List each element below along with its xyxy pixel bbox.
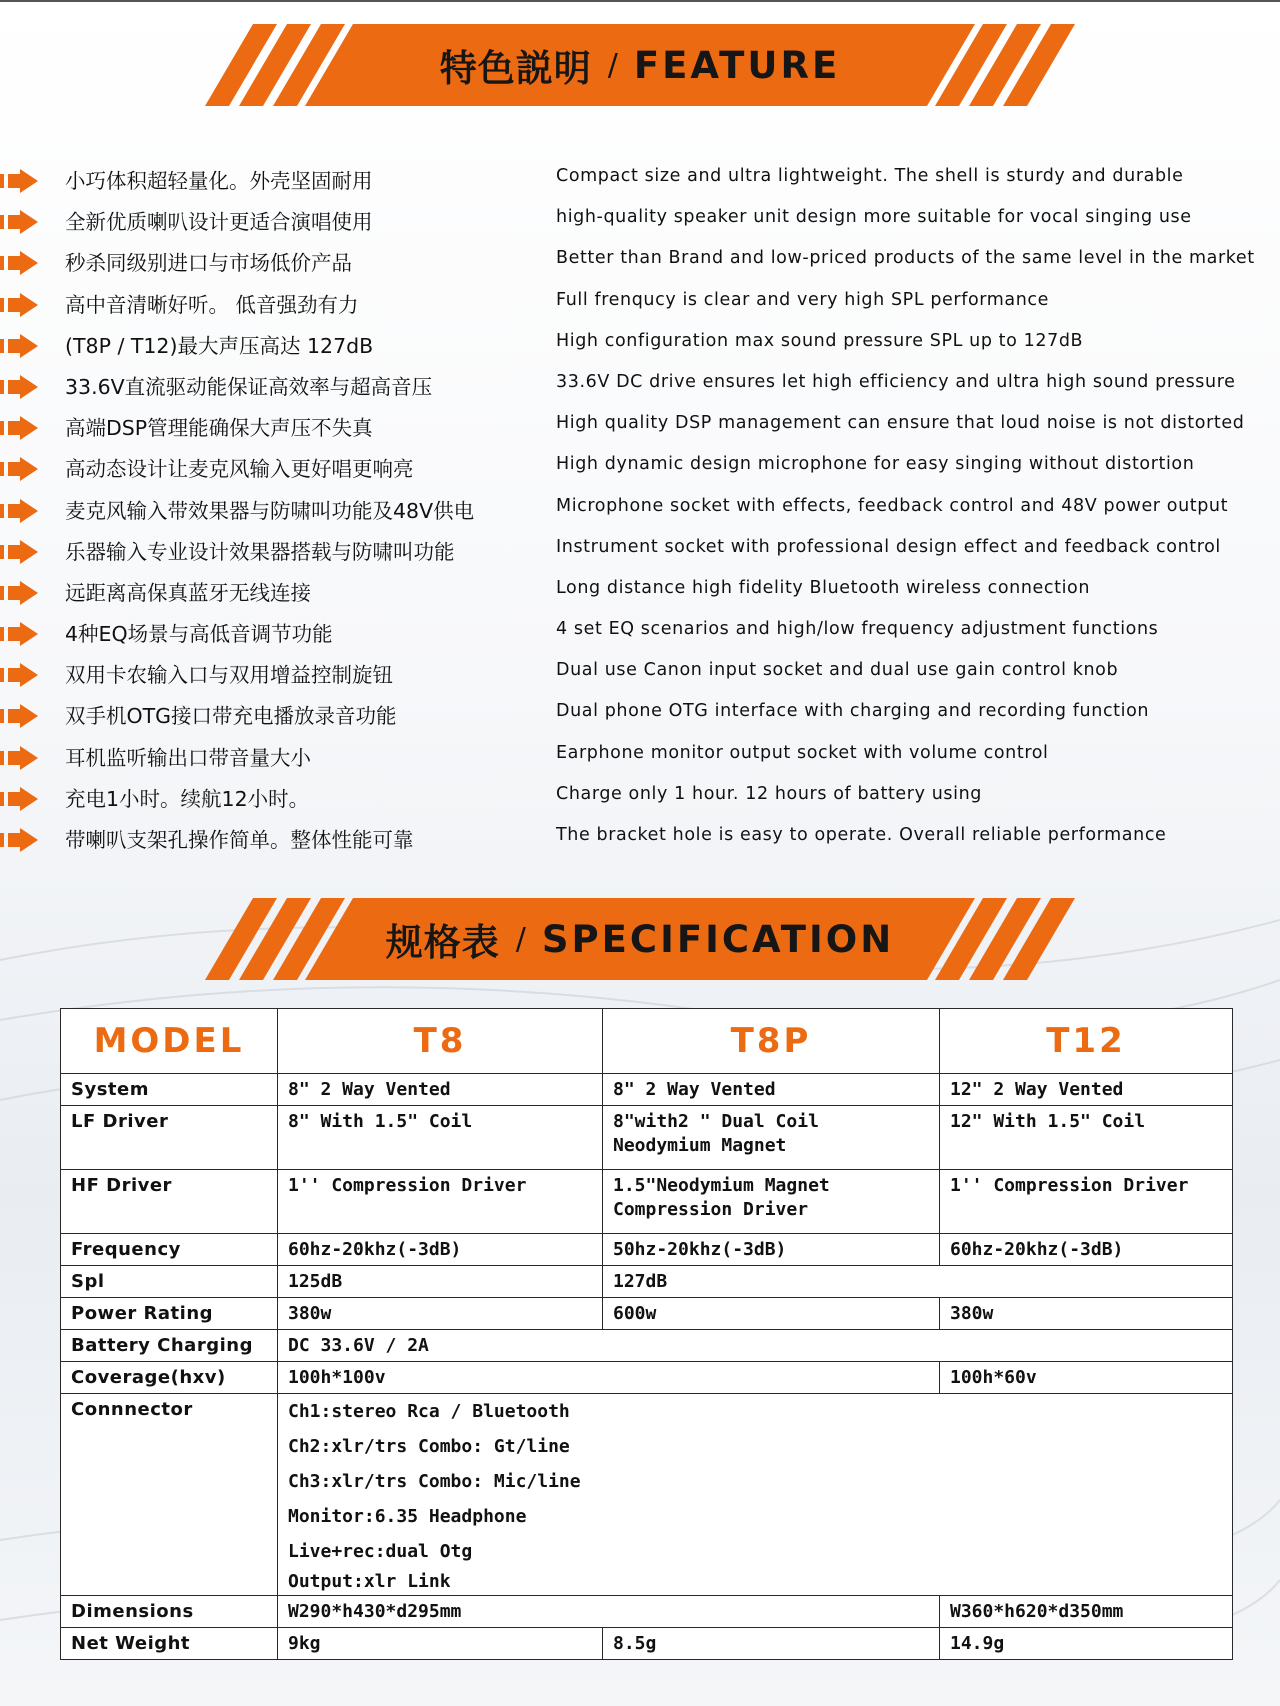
spec-header-row [61, 1009, 1233, 1074]
row-label: System [61, 1074, 278, 1106]
cell-t8: 8" 2 Way Vented [278, 1074, 603, 1106]
top-divider-line [0, 0, 1280, 2]
row-label: LF Driver [61, 1106, 278, 1170]
feature-text-en: Microphone socket with effects, feedback control and 48V power output [556, 495, 1229, 516]
feature-item [0, 325, 1280, 366]
arrow-right-icon [0, 787, 40, 811]
cell-line: Compression Driver [613, 1199, 809, 1220]
cell-t12: 1'' Compression Driver [940, 1170, 1233, 1234]
feature-text-en: Charge only 1 hour. 12 hours of battery using [556, 783, 982, 804]
feature-text-en: Instrument socket with professional design effect and feedback control [556, 536, 1221, 557]
feature-text-en: Compact size and ultra lightweight. The shell is sturdy and durable [556, 166, 1184, 186]
col-header-model: MODEL [61, 1009, 278, 1074]
col-header-t12: T12 [940, 1009, 1233, 1074]
cell-t8: 9kg [278, 1628, 603, 1660]
cell-t8p [603, 1106, 940, 1170]
feature-text-cn: 双用卡农输入口与双用增益控制旋钮 [65, 663, 393, 688]
feature-list [0, 160, 1280, 860]
feature-text-cn: 小巧体积超轻量化。外壳坚固耐用 [65, 169, 373, 193]
feature-text-cn: 4种EQ场景与高低音调节功能 [65, 622, 333, 647]
cell-t12: 60hz-20khz(-3dB) [940, 1234, 1233, 1266]
feature-text-en: 33.6V DC drive ensures let high efficiency and ultra high sound pressure [556, 371, 1236, 392]
cell-line: Neodymium Magnet [613, 1135, 787, 1156]
feature-item [0, 448, 1280, 489]
row-label: Net Weight [61, 1628, 278, 1660]
cell-t12: 380w [940, 1298, 1233, 1330]
cell-t8: 380w [278, 1298, 603, 1330]
arrow-right-icon [0, 540, 40, 564]
feature-item [0, 490, 1280, 531]
feature-text-en: Better than Brand and low-priced products of the same level in the market [556, 248, 1255, 269]
feature-text-cn: 高动态设计让麦克风输入更好唱更响亮 [65, 457, 414, 482]
connector-item: Live+rec:dual Otg [288, 1541, 473, 1562]
col-header-t8: T8 [278, 1009, 603, 1074]
feature-text-cn: 乐器输入专业设计效果器搭载与防啸叫功能 [65, 539, 455, 564]
cell-t8-t8p: 100h*100v [278, 1362, 940, 1394]
spec-banner [205, 898, 1075, 980]
feature-text-cn: 充电1小时。续航12小时。 [65, 786, 310, 811]
feature-text-cn: 高中音清晰好听。 低音强劲有力 [65, 292, 359, 317]
spec-title-en: SPECIFICATION [541, 917, 895, 961]
row-label: Connnector [61, 1394, 278, 1596]
spec-table [60, 1008, 1233, 1660]
feature-item [0, 819, 1280, 860]
row-label: Frequency [61, 1234, 278, 1266]
row-label: Dimensions [61, 1596, 278, 1628]
feature-text-cn: 33.6V直流驱动能保证高效率与超高音压 [65, 374, 433, 399]
connector-item: Ch1:stereo Rca / Bluetooth [288, 1401, 570, 1422]
arrow-right-icon [0, 334, 40, 358]
cell-t8p: 50hz-20khz(-3dB) [603, 1234, 940, 1266]
spec-row-spl [61, 1266, 1233, 1298]
feature-item [0, 737, 1280, 778]
spec-row-frequency [61, 1234, 1233, 1266]
spec-row-battery [61, 1330, 1233, 1362]
cell-t8p: 600w [603, 1298, 940, 1330]
arrow-right-icon [0, 704, 40, 728]
spec-row-system [61, 1074, 1233, 1106]
feature-item [0, 778, 1280, 819]
feature-text-en: Dual phone OTG interface with charging and recording function [556, 701, 1150, 722]
feature-text-en: Long distance high fidelity Bluetooth wireless connection [556, 577, 1091, 598]
feature-text-cn: 带喇叭支架孔操作简单。整体性能可靠 [65, 828, 414, 852]
feature-item [0, 284, 1280, 325]
arrow-right-icon [0, 293, 40, 317]
arrow-right-icon [0, 457, 40, 481]
feature-item [0, 572, 1280, 613]
arrow-right-icon [0, 375, 40, 399]
row-label: Battery Charging [61, 1330, 278, 1362]
cell-line: 1.5"Neodymium Magnet [613, 1175, 830, 1196]
feature-item [0, 242, 1280, 283]
feature-text-en: 4 set EQ scenarios and high/low frequency adjustment functions [556, 619, 1159, 640]
feature-title-en: FEATURE [633, 43, 841, 87]
feature-text-en: High quality DSP management can ensure that loud noise is not distorted [556, 413, 1245, 434]
cell-t12: 100h*60v [940, 1362, 1233, 1394]
feature-item [0, 531, 1280, 572]
connector-item: Ch2:xlr/trs Combo: Gt/line [288, 1436, 570, 1457]
cell-t8: 125dB [278, 1266, 603, 1298]
spec-row-connector [61, 1394, 1233, 1596]
cell-t8p-t12: 127dB [603, 1266, 1233, 1298]
arrow-right-icon [0, 622, 40, 646]
cell-t12: W360*h620*d350mm [940, 1596, 1233, 1628]
spec-row-weight [61, 1628, 1233, 1660]
arrow-right-icon [0, 828, 40, 852]
feature-text-cn: 麦克风输入带效果器与防啸叫功能及48V供电 [65, 498, 475, 523]
spec-row-coverage [61, 1362, 1233, 1394]
row-label: Coverage(hxv) [61, 1362, 278, 1394]
cell-t12: 12" With 1.5" Coil [940, 1106, 1233, 1170]
feature-item [0, 366, 1280, 407]
cell-t8p: 8" 2 Way Vented [603, 1074, 940, 1106]
cell-t8p [603, 1170, 940, 1234]
cell-t8: 60hz-20khz(-3dB) [278, 1234, 603, 1266]
cell-t12: 14.9g [940, 1628, 1233, 1660]
arrow-right-icon [0, 663, 40, 687]
feature-title-separator: / [607, 47, 618, 83]
feature-item [0, 695, 1280, 736]
arrow-right-icon [0, 416, 40, 440]
connector-list [278, 1394, 1233, 1596]
feature-text-cn: 耳机监听输出口带音量大小 [65, 745, 311, 770]
feature-item [0, 654, 1280, 695]
spec-row-hf-driver [61, 1170, 1233, 1234]
feature-title-cn: 特色説明 [439, 47, 592, 90]
feature-text-cn: 全新优质喇叭设计更适合演唱使用 [65, 210, 373, 235]
spec-row-dimensions [61, 1596, 1233, 1628]
arrow-right-icon [0, 251, 40, 275]
connector-item: Output:xlr Link [288, 1571, 451, 1592]
cell-t12: 12" 2 Way Vented [940, 1074, 1233, 1106]
feature-text-cn: (T8P / T12)最大声压高达 127dB [65, 333, 374, 358]
arrow-right-icon [0, 581, 40, 605]
feature-text-en: Earphone monitor output socket with volume control [556, 742, 1049, 763]
row-label: Spl [61, 1266, 278, 1298]
feature-item [0, 407, 1280, 448]
arrow-right-icon [0, 169, 40, 193]
feature-text-cn: 双手机OTG接口带充电播放录音功能 [65, 704, 397, 729]
cell-t8p: 8.5g [603, 1628, 940, 1660]
feature-item [0, 201, 1280, 242]
arrow-right-icon [0, 499, 40, 523]
feature-text-cn: 高端DSP管理能确保大声压不失真 [65, 416, 373, 441]
col-header-t8p: T8P [603, 1009, 940, 1074]
feature-text-en: Full frenqucy is clear and very high SPL performance [556, 289, 1050, 310]
cell-t8: 1'' Compression Driver [278, 1170, 603, 1234]
cell-all-models: DC 33.6V / 2A [278, 1330, 1233, 1362]
connector-item: Ch3:xlr/trs Combo: Mic/line [288, 1471, 581, 1492]
feature-item [0, 613, 1280, 654]
row-label: HF Driver [61, 1170, 278, 1234]
arrow-right-icon [0, 210, 40, 234]
spec-row-lf-driver [61, 1106, 1233, 1170]
feature-text-cn: 秒杀同级别进口与市场低价产品 [65, 251, 352, 276]
cell-t8-t8p: W290*h430*d295mm [278, 1596, 940, 1628]
arrow-right-icon [0, 746, 40, 770]
feature-text-cn: 远距离高保真蓝牙无线连接 [65, 580, 311, 605]
spec-title-separator: / [515, 921, 526, 957]
cell-line: 8"with2 " Dual Coil [613, 1111, 819, 1132]
connector-item: Monitor:6.35 Headphone [288, 1506, 527, 1527]
feature-text-en: High configuration max sound pressure SPL up to 127dB [556, 330, 1084, 351]
cell-t8: 8" With 1.5" Coil [278, 1106, 603, 1170]
feature-text-en: The bracket hole is easy to operate. Overall reliable performance [556, 825, 1167, 845]
feature-text-en: Dual use Canon input socket and dual use gain control knob [556, 660, 1119, 681]
feature-banner [205, 24, 1075, 106]
feature-item [0, 160, 1280, 201]
feature-text-en: High dynamic design microphone for easy singing without distortion [556, 454, 1195, 475]
spec-row-power [61, 1298, 1233, 1330]
feature-text-en: high-quality speaker unit design more suitable for vocal singing use [556, 207, 1192, 228]
spec-title-cn: 规格表 [385, 921, 500, 964]
row-label: Power Rating [61, 1298, 278, 1330]
